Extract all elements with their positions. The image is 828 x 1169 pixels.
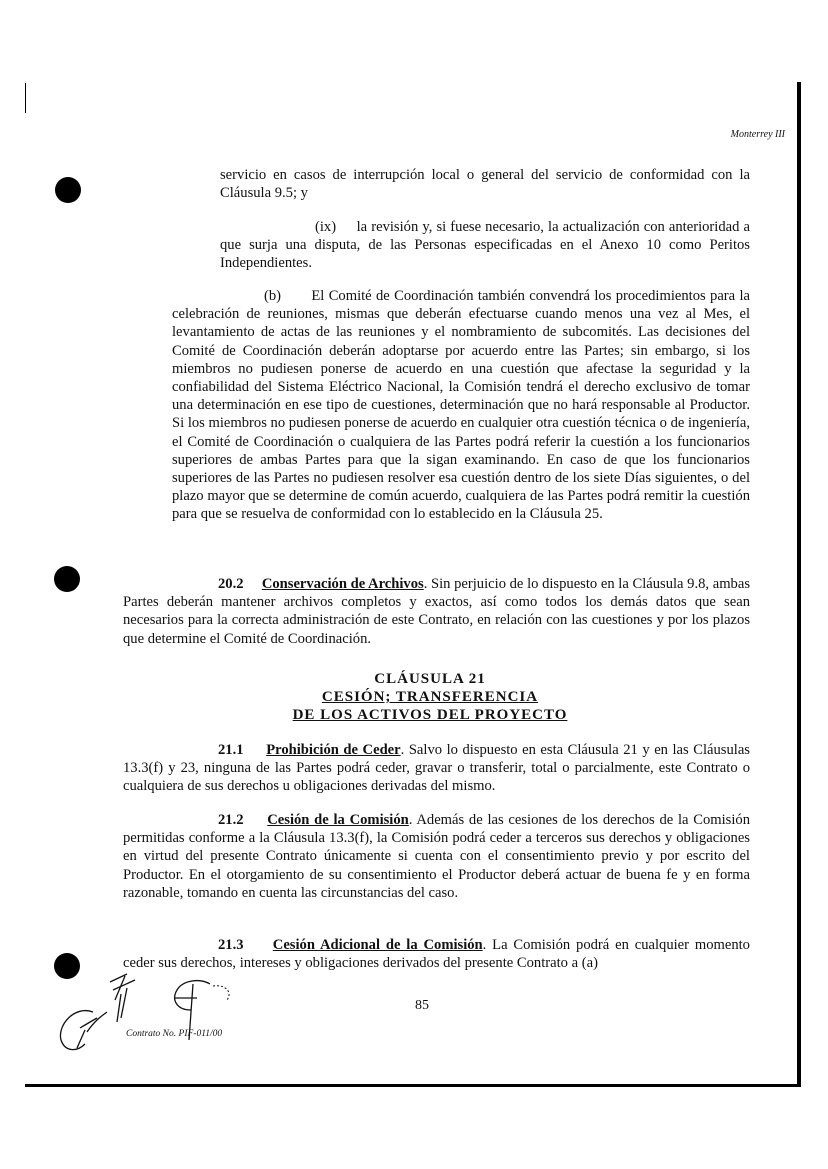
section-text: . Además de las cesiones de los derechos de la Comisión permitidas conforme a la Cláusula 13.3(f), la Comisión podrá ceder a terceros sus derechos y obligaciones en virtud del presente Contrato únicamente si cuenta con el consentimiento previo y por escrito del Productor. En el otorgamiento de su consentimiento el Productor deberá actuar de buena fe y en forma razonable, tomando en cuenta las circunstancias del caso. — [123, 812, 751, 901]
clause-heading — [250, 670, 610, 724]
section-number: 21.2 — [218, 812, 244, 828]
section-number: 21.1 — [218, 742, 244, 758]
running-header: Monterrey III — [730, 129, 785, 140]
section-text: . Sin perjuicio de lo dispuesto en la Cláusula 9.8, ambas Partes deberán mantener archivos completos y exactos, así como todos los demás datos que sean necesarios para la correcta administración de este Contrato, en relación con las cuestiones y por los plazos que determine el Comité de Coordinación. — [123, 576, 751, 647]
item-ix — [220, 218, 750, 273]
section-20-2 — [123, 575, 750, 648]
page-border-right — [797, 82, 801, 1087]
section-title: Conservación de Archivos — [261, 576, 424, 592]
section-text: . Salvo lo dispuesto en esta Cláusula 21 y en las Cláusulas 13.3(f) y 23, ninguna de las Partes podrá ceder, gravar o transferir, total o parcialmente, este Contrato o cualquiera de sus derechos u obligaciones derivadas del mismo. — [123, 742, 750, 795]
clause-heading-line2: CESIÓN; TRANSFERENCIA — [321, 689, 539, 705]
section-text: . La Comisión podrá en cualquier momento ceder sus derechos, intereses y obligaciones derivados del presente Contrato a (a) — [123, 937, 750, 972]
punch-hole — [55, 177, 81, 203]
section-title: Cesión de la Comisión — [267, 812, 409, 828]
clause-heading-line3: DE LOS ACTIVOS DEL PROYECTO — [292, 707, 568, 723]
section-21-2 — [123, 811, 750, 902]
page-number: 85 — [415, 998, 429, 1013]
section-number: 20.2 — [218, 576, 244, 592]
contract-number: Contrato No. PIF-011/00 — [126, 1029, 223, 1039]
initials-mark-2 — [60, 1011, 107, 1050]
section-number: 21.3 — [218, 937, 244, 953]
initials-signature — [55, 970, 235, 1060]
page-border-bottom — [25, 1084, 801, 1087]
section-title: Cesión Adicional de la Comisión — [272, 937, 483, 953]
item-viii-continuation: servicio en casos de interrupción local o general del servicio de conformidad con la Cláusula 9.5; y — [220, 167, 750, 202]
item-b-label: (b) — [264, 288, 282, 304]
section-21-1 — [123, 741, 750, 796]
clause-heading-line1: CLÁUSULA 21 — [374, 671, 486, 687]
scan-mark — [25, 83, 26, 113]
initials-mark-1 — [110, 974, 135, 1022]
punch-hole — [54, 566, 80, 592]
item-ix-label: (ix) — [315, 219, 337, 235]
section-title: Prohibición de Ceder — [266, 742, 401, 758]
section-21-3 — [123, 936, 750, 972]
item-b-text: El Comité de Coordinación también convendrá los procedimientos para la celebración de reuniones, mismas que deberán efectuarse cuando menos una vez al Mes, el levantamiento de actas de las reuniones y el nombramiento de subcomités. Las decisiones del Comité de Coordinación deberán adoptarse por acuerdo entre las Partes; sin embargo, si los miembros no pudiesen ponerse de acuerdo en una cuestión que afectase la seguridad y la confiabilidad del Sistema Eléctrico Nacional, la Comisión tendrá el derecho exclusivo de tomar una determinación en ese tipo de cuestiones, determinación que no hará responsable al Productor. Si los miembros no pudiesen ponerse de acuerdo en cualquier otra cuestión técnica o de ingeniería, el Comité de Coordinación o cualquiera de las Partes podrá referir la cuestión a los funcionarios superiores de ambas Partes para que la sigan examinando. En caso de que los funcionarios superiores de las Partes no pudiesen resolver esa cuestión dentro de los siete Días siguientes, o del plazo mayor que se determine de común acuerdo, cualquiera de las Partes podrá remitir la cuestión para que se resuelva de conformidad con lo establecido en la Cláusula 25. — [172, 288, 750, 523]
item-ix-text: la revisión y, si fuese necesario, la actualización con anterioridad a que surja una disputa, de las Personas especificadas en el Anexo 10 como Peritos Independientes. — [220, 219, 750, 272]
initials-mark-4 — [213, 986, 229, 1000]
item-b — [172, 287, 750, 524]
